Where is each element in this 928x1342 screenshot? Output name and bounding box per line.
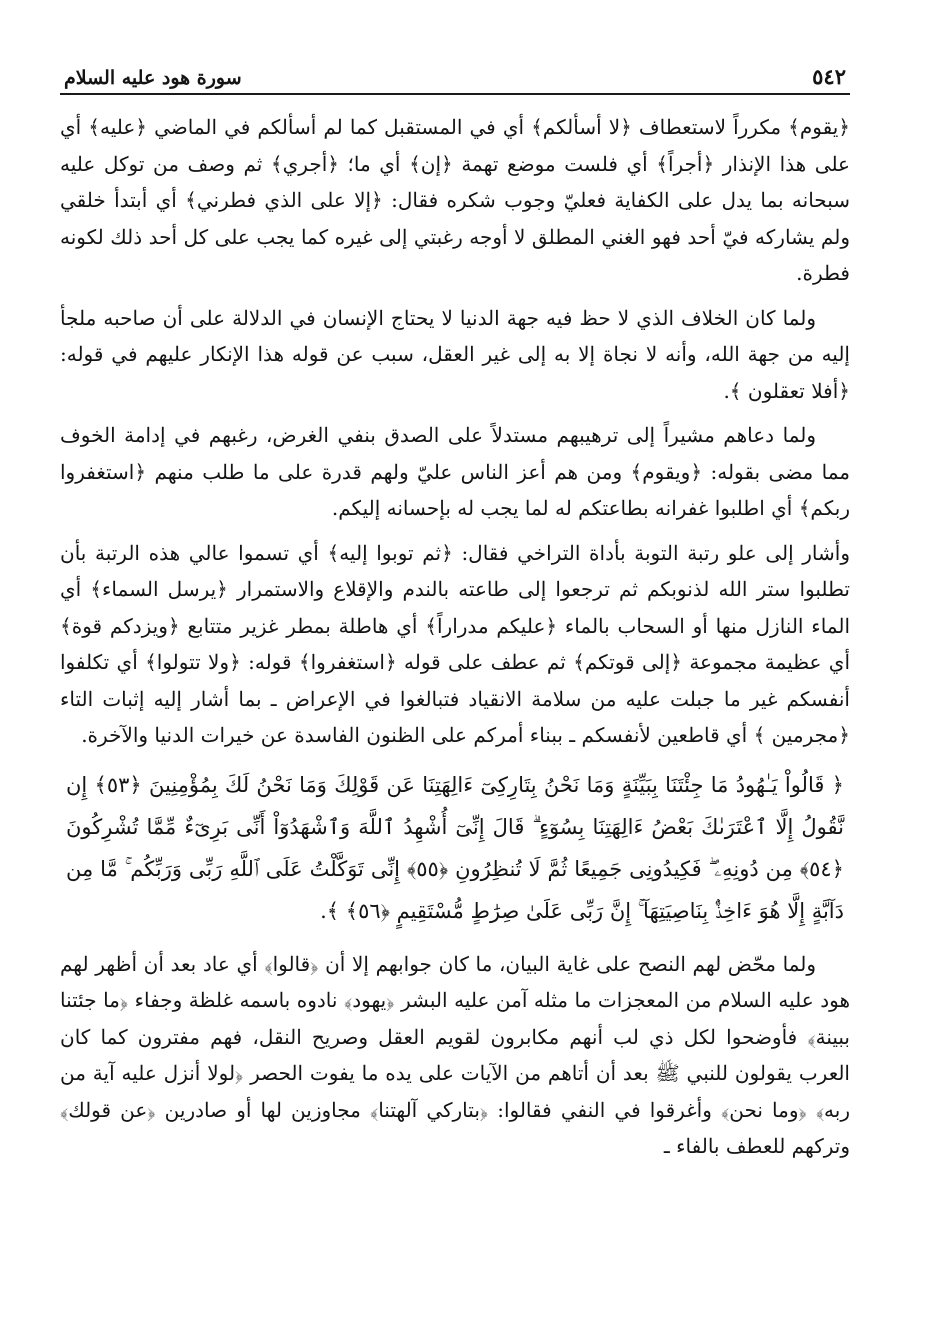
paragraph: ﴿يقوم﴾ مكرراً لاستعطاف ﴿لا أسألكم﴾ أي في المستقبل كما لم أسألكم في الماضي ﴿عليه﴾ أي على هذا الإنذار ﴿أجراً﴾ أي فلست موضع تهمة ﴿إن﴾ أي ما؛ ﴿أجري﴾ ثم وصف من توكل عليه سبحانه بما يدل على الكفاية فعليّ وجوب شكره فقال: ﴿إلا على الذي فطرني﴾ أي أبتدأ خلقي ولم يشاركه فيّ أحد فهو الغني المطلق لا أوجه رغبتي إلى غيره كما يجب على كل أحد ذلك لكونه فطرة. bbox=[60, 115, 850, 285]
body-text bbox=[60, 109, 850, 1165]
book-page bbox=[60, 55, 850, 1173]
quran-verses: ﴿ قَالُواْ يَـٰهُودُ مَا جِئْتَنَا بِبَيِّنَةٍ وَمَا نَحْنُ بِتَارِكِىٓ ءَالِهَتِنَا عَن قَوْلِكَ وَمَا نَحْنُ لَكَ بِمُؤْمِنِينَ ﴿٥٣﴾ إِن نَّقُولُ إِلَّا ٱعْتَرَىٰكَ بَعْضُ ءَالِهَتِنَا بِسُوٓءٍ ۗ قَالَ إِنِّىٓ أُشْهِدُ ٱللَّهَ وَٱشْهَدُوٓاْ أَنِّى بَرِىٓءٌ مِّمَّا تُشْرِكُونَ ﴿٥٤﴾ مِن دُونِهِۦ ۖ فَكِيدُونِى جَمِيعًا ثُمَّ لَا تُنظِرُونِ ﴿٥٥﴾ إِنِّى تَوَكَّلْتُ عَلَى ٱللَّهِ رَبِّى وَرَبِّكُم ۚ مَّا مِن دَآبَّةٍ إِلَّا هُوَ ءَاخِذٌۢ بِنَاصِيَتِهَآ ۚ إِنَّ رَبِّى عَلَىٰ صِرَٰطٍ مُّسْتَقِيمٍ ﴿٥٦﴾ ﴾. bbox=[66, 772, 844, 923]
paragraph: وأشار إلى علو رتبة التوبة بأداة التراخي فقال: ﴿ثم توبوا إليه﴾ أي تسموا عالي هذه الرتبة بأن تطلبوا ستر الله لذنوبكم ثم ترجعوا إلى طاعته بالندم والإقلاع والاستمرار ﴿يرسل السماء﴾ أي الماء النازل منها أو السحاب بالماء ﴿عليكم مدراراً﴾ أي هاطلة بمطر غزير متتابع ﴿ويزدكم قوة﴾ أي عظيمة مجموعة ﴿إلى قوتكم﴾ ثم عطف على قوله ﴿استغفروا﴾ قوله: ﴿ولا تتولوا﴾ أي تكلفوا أنفسكم غير ما جبلت عليه من سلامة الانقياد فتبالغوا في الإعراض ـ بما أشار إليه إثبات التاء ﴿مجرمين ﴾ أي قاطعين لأنفسكم ـ ببناء أمركم على الظنون الفاسدة عن خيرات الدنيا والآخرة. bbox=[60, 540, 850, 747]
surah-title: سورة هود عليه السلام bbox=[64, 67, 242, 89]
paragraph: ولما محّض لهم النصح على غاية البيان، ما كان جوابهم إلا أن ﴿قالوا﴾ أي عاد بعد أن أظهر لهم هود عليه السلام من المعجزات ما مثله آمن عليه البشر ﴿يهود﴾ نادوه باسمه غلظة وجفاء ﴿ما جئتنا ببينة﴾ فأوضحوا لكل ذي لب أنهم مكابرون لقويم العقل وصريح النقل، فهم مفترون كما كان العرب يقولون للنبي ﷺ بعد أن أتاهم من الآيات على يده ما يفوت الحصر ﴿لولا أنزل عليه آية من ربه﴾ ﴿وما نحن﴾ وأغرقوا في النفي فقالوا: ﴿بتاركي آلهتنا﴾ مجاوزين لها أو صادرين ﴿عن قولك﴾ وتركهم للعطف بالفاء ـ bbox=[60, 951, 850, 1158]
page-header bbox=[60, 55, 850, 95]
paragraph: ولما دعاهم مشيراً إلى ترهيبهم مستدلاً على الصدق بنفي الغرض، رغبهم في إدامة الخوف مما مضى بقوله: ﴿ويقوم﴾ ومن هم أعز الناس عليّ ولهم قدرة على ما طلب منهم ﴿استغفروا ربكم﴾ أي اطلبوا غفرانه بطاعتكم له لما يجب له بإحسانه إليكم. bbox=[60, 423, 850, 520]
paragraph: ولما كان الخلاف الذي لا حظ فيه جهة الدنيا لا يحتاج الإنسان في الدلالة على أن صاحبه ملجأ إليه من جهة الله، وأنه لا نجاة إلا به إلى غير العقل، سبب عن قوله هذا الإنكار عليهم في قوله: ﴿أفلا تعقلون ﴾. bbox=[60, 305, 850, 403]
page-number: ٥٤٢ bbox=[812, 64, 846, 89]
